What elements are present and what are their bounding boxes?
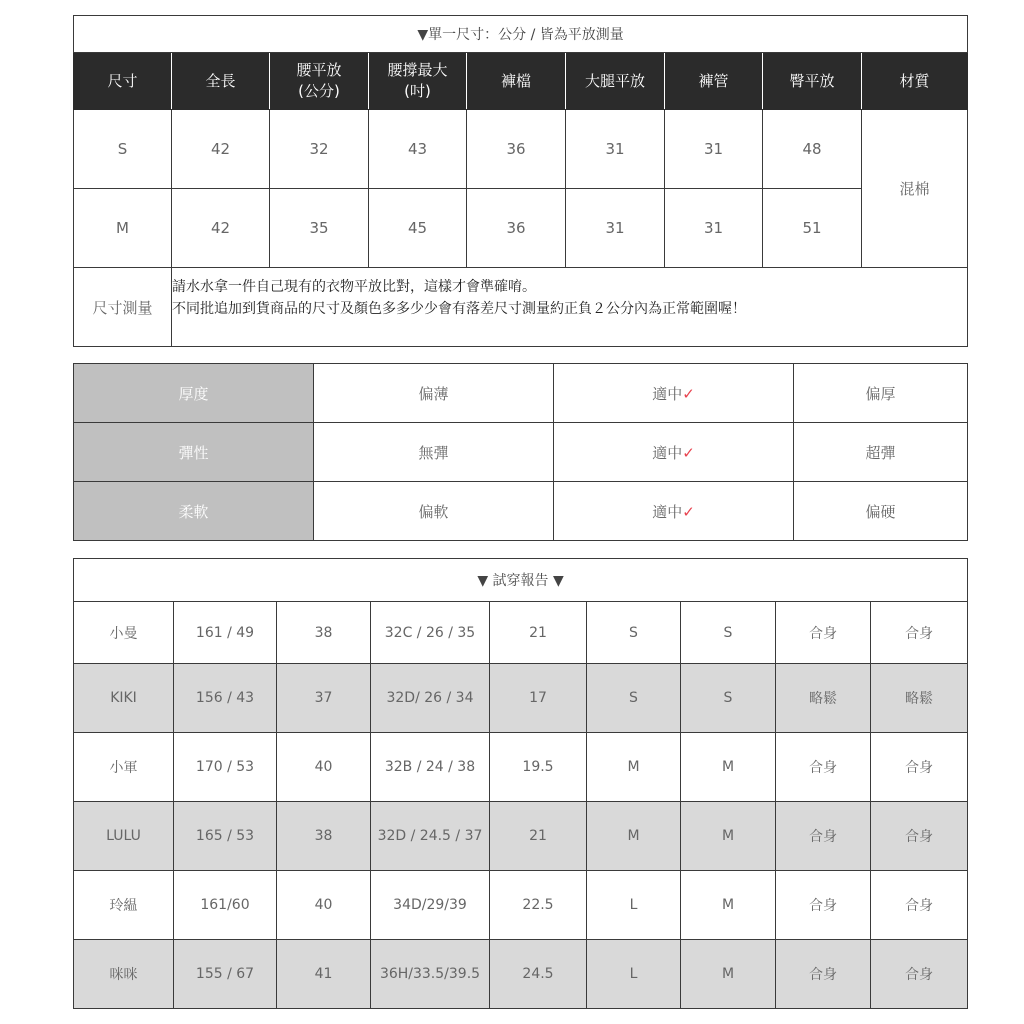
table-cell: 31: [566, 189, 665, 268]
table-cell: 161/60: [174, 871, 277, 940]
fabric-option: 偏硬: [794, 482, 968, 541]
table-cell: S: [74, 110, 172, 189]
table-cell: 合身: [776, 802, 871, 871]
table-cell: M: [681, 871, 776, 940]
table-cell: M: [587, 733, 681, 802]
table-cell: L: [587, 940, 681, 1009]
table-cell: 合身: [871, 871, 968, 940]
table-cell: 31: [665, 110, 763, 189]
table-cell: M: [681, 733, 776, 802]
table-cell: M: [587, 802, 681, 871]
table-cell: 32C / 26 / 35: [371, 602, 490, 664]
table-cell: L: [587, 871, 681, 940]
fabric-option-selected: 適中✓: [554, 482, 794, 541]
note-line: 請水水拿一件自己現有的衣物平放比對，這樣才會準確唷。: [172, 279, 536, 295]
fabric-attr-label: 厚度: [74, 364, 314, 423]
table-cell: 21: [490, 802, 587, 871]
measurement-note: [172, 268, 968, 347]
check-icon: ✓: [682, 384, 695, 403]
fabric-option: 超彈: [794, 423, 968, 482]
model-name-cell: 咪咪: [74, 940, 174, 1009]
measurement-note-row: [74, 268, 968, 347]
table-cell: 19.5: [490, 733, 587, 802]
fabric-properties-table: [73, 363, 968, 541]
fitting-row: [74, 602, 968, 664]
table-cell: 40: [277, 733, 371, 802]
table-cell: 22.5: [490, 871, 587, 940]
table-cell: M: [74, 189, 172, 268]
header-cell: 全長: [172, 53, 270, 110]
header-cell: 腰平放 (公分): [270, 53, 369, 110]
table-cell: S: [681, 664, 776, 733]
table-cell: M: [681, 940, 776, 1009]
fabric-row-thickness: [74, 364, 968, 423]
measurement-note-label: 尺寸測量: [74, 268, 172, 347]
fitting-row: [74, 871, 968, 940]
table-cell: M: [681, 802, 776, 871]
header-cell: 臀平放: [763, 53, 862, 110]
table-cell: 38: [277, 802, 371, 871]
fabric-option: 偏厚: [794, 364, 968, 423]
fabric-attr-label: 彈性: [74, 423, 314, 482]
table-cell: 合身: [776, 733, 871, 802]
table-cell: 21: [490, 602, 587, 664]
table-cell: 41: [277, 940, 371, 1009]
table-cell: 36H/33.5/39.5: [371, 940, 490, 1009]
header-cell: 腰撐最大 (吋): [369, 53, 467, 110]
header-cell: 尺寸: [74, 53, 172, 110]
model-name-cell: 小曼: [74, 602, 174, 664]
size-chart-header-row: [74, 53, 968, 110]
fitting-report-title: ▼ 試穿報告 ▼: [74, 559, 968, 602]
table-cell: 42: [172, 189, 270, 268]
table-cell: 32D / 24.5 / 37: [371, 802, 490, 871]
fabric-option: 無彈: [314, 423, 554, 482]
table-cell: 170 / 53: [174, 733, 277, 802]
model-name-cell: 玲緼: [74, 871, 174, 940]
header-cell: 材質: [862, 53, 968, 110]
check-icon: ✓: [682, 502, 695, 521]
model-name-cell: 小軍: [74, 733, 174, 802]
table-cell: 31: [566, 110, 665, 189]
note-line: 不同批追加到貨商品的尺寸及顏色多多少少會有落差尺寸測量約正負２公分內為正常範圍喔！: [172, 301, 746, 317]
table-cell: 38: [277, 602, 371, 664]
table-cell: 37: [277, 664, 371, 733]
table-cell: S: [587, 602, 681, 664]
model-name-cell: KIKI: [74, 664, 174, 733]
table-cell: 35: [270, 189, 369, 268]
table-cell: 合身: [871, 940, 968, 1009]
table-cell: 略鬆: [776, 664, 871, 733]
table-cell: 32B / 24 / 38: [371, 733, 490, 802]
header-cell: 大腿平放: [566, 53, 665, 110]
fitting-report-body: [74, 602, 968, 1009]
table-cell: 32D/ 26 / 34: [371, 664, 490, 733]
table-cell: 42: [172, 110, 270, 189]
size-chart-table: [73, 15, 968, 347]
table-cell: 155 / 67: [174, 940, 277, 1009]
fitting-row: [74, 940, 968, 1009]
fabric-row-softness: [74, 482, 968, 541]
table-cell: 36: [467, 110, 566, 189]
table-cell: 31: [665, 189, 763, 268]
table-cell: 156 / 43: [174, 664, 277, 733]
table-cell: 略鬆: [871, 664, 968, 733]
header-cell: 褲檔: [467, 53, 566, 110]
table-cell: 51: [763, 189, 862, 268]
table-cell: 43: [369, 110, 467, 189]
table-cell: 165 / 53: [174, 802, 277, 871]
table-cell: 合身: [776, 940, 871, 1009]
table-cell: 合身: [871, 802, 968, 871]
header-cell: 褲管: [665, 53, 763, 110]
fabric-option-selected: 適中✓: [554, 423, 794, 482]
table-cell: S: [587, 664, 681, 733]
fabric-attr-label: 柔軟: [74, 482, 314, 541]
table-cell: 40: [277, 871, 371, 940]
size-row-s: [74, 110, 968, 189]
fitting-row: [74, 664, 968, 733]
fitting-row: [74, 802, 968, 871]
table-cell: 161 / 49: [174, 602, 277, 664]
fabric-option: 偏軟: [314, 482, 554, 541]
table-cell: S: [681, 602, 776, 664]
table-cell: 合身: [871, 602, 968, 664]
fitting-report-table: [73, 558, 968, 1009]
size-row-m: [74, 189, 968, 268]
fabric-option: 偏薄: [314, 364, 554, 423]
table-cell: 36: [467, 189, 566, 268]
fabric-row-elasticity: [74, 423, 968, 482]
model-name-cell: LULU: [74, 802, 174, 871]
table-cell: 34D/29/39: [371, 871, 490, 940]
size-chart-title: ▼單一尺寸：公分 / 皆為平放測量: [74, 16, 968, 53]
material-cell: 混棉: [862, 110, 968, 268]
fitting-row: [74, 733, 968, 802]
table-cell: 48: [763, 110, 862, 189]
table-cell: 合身: [871, 733, 968, 802]
table-cell: 24.5: [490, 940, 587, 1009]
table-cell: 合身: [776, 871, 871, 940]
table-cell: 32: [270, 110, 369, 189]
table-cell: 45: [369, 189, 467, 268]
table-cell: 合身: [776, 602, 871, 664]
table-cell: 17: [490, 664, 587, 733]
fabric-option-selected: 適中✓: [554, 364, 794, 423]
check-icon: ✓: [682, 443, 695, 462]
